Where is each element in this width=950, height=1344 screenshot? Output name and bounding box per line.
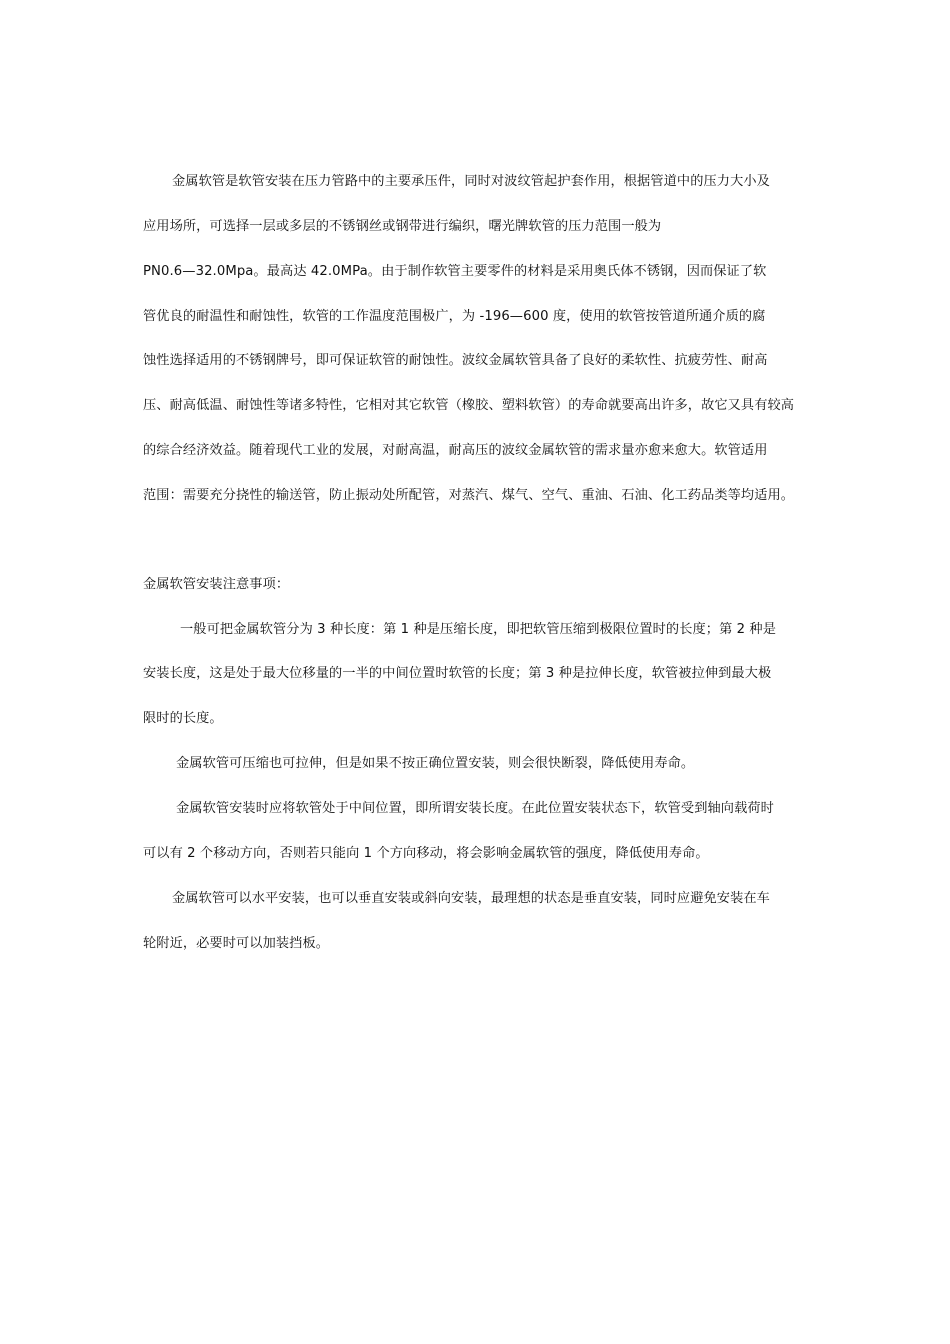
paragraph-4-line-1: 金属软管安装时应将软管处于中间位置，即所谓安装长度。在此位置安装状态下，软管受到轴向载荷时: [176, 801, 774, 816]
paragraph-1-line-8: 范围：需要充分挠性的输送管，防止振动处所配管，对蒸汽、煤气、空气、重油、石油、化工药品类等均适用。: [143, 488, 795, 503]
paragraph-1-line-2: 应用场所，可选择一层或多层的不锈钢丝或钢带进行编织，曙光牌软管的压力范围一般为: [143, 219, 662, 234]
paragraph-1-line-4: 管优良的耐温性和耐蚀性，软管的工作温度范围极广，为 -196—600 度，使用的软管按管道所通介质的腐: [143, 309, 766, 324]
paragraph-1-line-6: 压、耐高低温、耐蚀性等诸多特性，它相对其它软管（橡胶、塑料软管）的寿命就要高出许多，故它又具有较高: [143, 398, 795, 413]
paragraph-4-line-2: 可以有 2 个移动方向，否则若只能向 1 个方向移动，将会影响金属软管的强度，降低使用寿命。: [143, 846, 709, 861]
paragraph-2-line-3: 限时的长度。: [143, 711, 223, 726]
paragraph-1-line-7: 的综合经济效益。随着现代工业的发展，对耐高温，耐高压的波纹金属软管的需求量亦愈来愈大。软管适用: [143, 443, 768, 458]
paragraph-2-line-2: 安装长度，这是处于最大位移量的一半的中间位置时软管的长度；第 3 种是拉伸长度，软管被拉伸到最大极: [143, 666, 772, 681]
paragraph-5-line-1: 金属软管可以水平安装，也可以垂直安装或斜向安装，最理想的状态是垂直安装，同时应避免安装在车: [172, 891, 770, 906]
paragraph-1-line-5: 蚀性选择适用的不锈钢牌号，即可保证软管的耐蚀性。波纹金属软管具备了良好的柔软性、抗疲劳性、耐高: [143, 353, 768, 368]
paragraph-2-line-1: 一般可把金属软管分为 3 种长度：第 1 种是压缩长度，即把软管压缩到极限位置时的长度；第 2 种是: [180, 622, 777, 637]
paragraph-3-line-1: 金属软管可压缩也可拉伸，但是如果不按正确位置安装，则会很快断裂，降低使用寿命。: [176, 756, 695, 771]
paragraph-1-line-3: PN0.6—32.0Mpa。最高达 42.0MPa。由于制作软管主要零件的材料是采用奥氏体不锈钢，因而保证了软: [143, 264, 767, 279]
section-heading: 金属软管安装注意事项：: [143, 577, 290, 592]
paragraph-5-line-2: 轮附近，必要时可以加装挡板。: [143, 936, 330, 951]
paragraph-1-line-1: 金属软管是软管安装在压力管路中的主要承压件，同时对波纹管起护套作用，根据管道中的压力大小及: [172, 174, 770, 189]
